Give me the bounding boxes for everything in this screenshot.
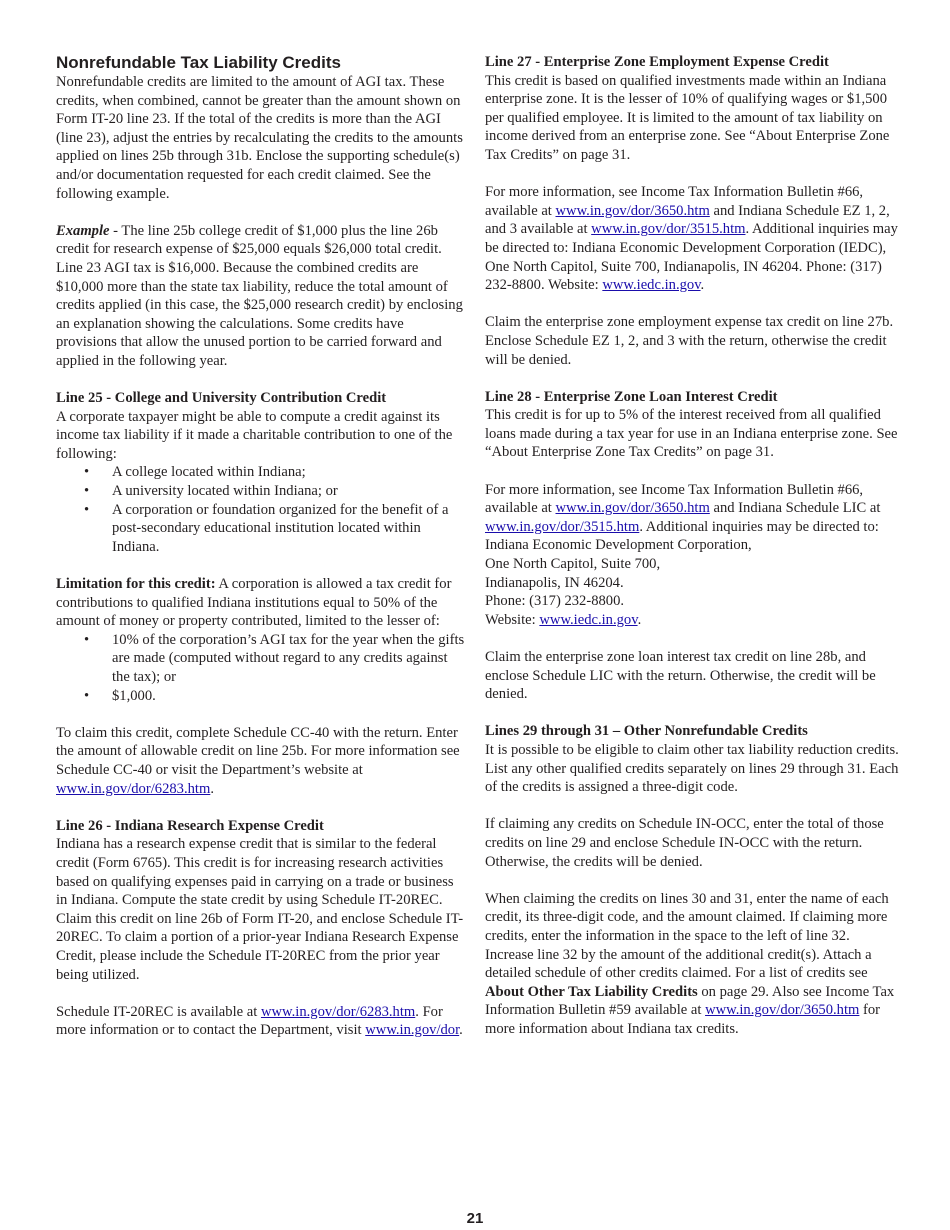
limitation-bullet-list [56, 631, 467, 705]
line25-bullet-list [56, 463, 467, 556]
bulletin-66-link[interactable]: www.in.gov/dor/3650.htm [555, 202, 710, 219]
line26-heading: Line 26 - Indiana Research Expense Credit [56, 817, 324, 834]
schedule-lic-link[interactable]: www.in.gov/dor/3515.htm [485, 518, 640, 535]
line28-text: This credit is for up to 5% of the interest received from all qualified loans made during a tax year for use in an Indiana enterprise zone. See “About Enterprise Zone Tax Credits” on page 31. [485, 407, 898, 461]
in-occ-paragraph: If claiming any credits on Schedule IN-OCC, enter the total of those credits on line 29 and enclose Schedule IN-OCC with the return. Otherwise, the credits will be denied. [485, 816, 884, 870]
left-column [56, 53, 467, 1040]
line25-heading: Line 25 - College and University Contribution Credit [56, 390, 387, 407]
page-number: 21 [466, 1210, 484, 1227]
line27-claim-paragraph: Claim the enterprise zone employment expense tax credit on line 27b. Enclose Schedule EZ 1, 2, and 3 with the return, otherwise the credit will be denied. [485, 314, 894, 368]
section-title: Nonrefundable Tax Liability Credits [56, 53, 341, 72]
intro-paragraph: Nonrefundable credits are limited to the amount of AGI tax. These credits, when combined, cannot be greater than the amount shown on Form IT-20 line 23. If the total of the credits is more than the AGI (line 23), adjust the entries by recalculating the credits to the amounts applied on lines 25b through 31b. Enclose the supporting schedule(s) and/or documentation requested for each credit claimed. See the following example. [56, 74, 463, 202]
bullet-icon: • [84, 631, 90, 648]
phone-line: Phone: (317) 232-8800. [485, 593, 625, 610]
list-item: • A corporation or foundation organized for the benefit of a post-secondary educational institution located within Indiana. [84, 501, 449, 555]
bulletin-59-link[interactable]: www.in.gov/dor/3650.htm [705, 1002, 860, 1019]
other-credits-reference: About Other Tax Liability Credits [485, 983, 698, 1000]
line29-claim-paragraph: When claiming the credits on lines 30 and 31, enter the name of each credit, its three-digit code, and the amount claimed. If claiming more credits, enter the information in the space to the left of line 32. Increase line 32 by the amount of the additional credit(s). Attach a detailed schedule of other credits claimed. For a list of credits see About Other Tax Liability Credits on page 29. Also see Income Tax Information Bulletin #59 available at www.in.gov/dor/3650.htm for more information about Indiana tax credits. [485, 890, 895, 1037]
list-item: • $1,000. [84, 687, 156, 704]
it20rec-link[interactable]: www.in.gov/dor/6283.htm [260, 1003, 416, 1020]
address-line: Indianapolis, IN 46204. [485, 574, 624, 591]
list-item: • A university located within Indiana; or [84, 483, 338, 500]
address-line: Indiana Economic Development Corporation, [485, 537, 752, 554]
example-label: Example [56, 222, 110, 239]
example-text: - The line 25b college credit of $1,000 plus the line 26b credit for research expense of $25,000 equals $26,000 total credit. Line 23 AGI tax is $16,000. Because the combined credits are $10,000 more than the state tax liability, reduce the total amount of credits applied (in this case, the $25,000 research credit) by enclosing an explanation showing the calculations. Some credits have provisions that allow the unused portion to be carried forward and applied in the following year. [56, 222, 463, 369]
bullet-icon: • [84, 464, 90, 481]
line29-heading: Lines 29 through 31 – Other Nonrefundable Credits [485, 723, 808, 740]
bulletin-66-link[interactable]: www.in.gov/dor/3650.htm [555, 500, 710, 517]
line28-info-paragraph: For more information, see Income Tax Information Bulletin #66, available at www.in.gov/dor/3650.htm and Indiana Schedule LIC at www.in.gov/dor/3515.htm. Additional inquiries may be directed to: [485, 481, 881, 535]
address-line: One North Capitol, Suite 700, [485, 556, 661, 573]
line25-text: A corporate taxpayer might be able to compute a credit against its income tax liability if it made a charitable contribution to one of the following: [56, 408, 453, 462]
bullet-icon: • [84, 501, 90, 518]
list-item: • A college located within Indiana; [84, 464, 306, 481]
schedule-ez-link[interactable]: www.in.gov/dor/3515.htm [591, 221, 746, 238]
line29-text: It is possible to be eligible to claim other tax liability reduction credits. List any other qualified credits separately on lines 29 through 31. Each of the credits is assigned a three-digit code. [485, 741, 899, 796]
right-column [485, 53, 900, 1038]
iedc-website-link[interactable]: www.iedc.in.gov [602, 277, 701, 294]
line27-heading: Line 27 - Enterprise Zone Employment Expense Credit [485, 54, 829, 70]
list-item: • 10% of the corporation’s AGI tax for the year when the gifts are made (computed without regard to any credits against the tax); or [84, 631, 465, 685]
dor-website-link[interactable]: www.in.gov/dor [365, 1022, 460, 1039]
example-paragraph [56, 222, 467, 371]
line26-availability-paragraph: Schedule IT-20REC is available at www.in.gov/dor/6283.htm. For more information or to contact the Department, visit www.in.gov/dor. [56, 1003, 463, 1039]
line28-claim-paragraph: Claim the enterprise zone loan interest tax credit on line 28b, and enclose Schedule LIC with the return. Otherwise, the credit will be denied. [485, 649, 876, 703]
bullet-icon: • [84, 687, 90, 704]
iedc-website-link[interactable]: www.iedc.in.gov [539, 611, 638, 628]
limitation-text: A corporation is allowed a tax credit for contributions to qualified Indiana institutions equal to 50% of the amount of money or property contributed, limited to the lesser of: [56, 576, 452, 630]
line26-text: Indiana has a research expense credit that is similar to the federal credit (Form 6765). This credit is for increasing research activities based on qualifying expenses paid in carrying on a trade or business in Indiana. Compute the state credit by using Schedule IT-20REC. Claim this credit on line 26b of Form IT-20, and enclose Schedule IT-20REC. To claim a portion of a prior-year Indiana Research Expense Credit, please include the Schedule IT-20REC from the prior year being utilized. [56, 836, 464, 983]
limitation-label: Limitation for this credit: [56, 576, 216, 593]
line27-info-paragraph: For more information, see Income Tax Information Bulletin #66, available at www.in.gov/dor/3650.htm and Indiana Schedule EZ 1, 2, and 3 available at www.in.gov/dor/3515.htm. Additional inquiries may be directed to: Indiana Economic Development Corporation (IEDC), One North Capitol, Suite 700, Indianapolis, IN 46204. Phone: (317) 232-8800. Website: www.iedc.in.gov. [485, 184, 898, 294]
limitation-paragraph [56, 575, 467, 631]
bullet-icon: • [84, 483, 90, 500]
website-line: Website: www.iedc.in.gov. [485, 611, 642, 628]
line25-claim-paragraph: To claim this credit, complete Schedule CC-40 with the return. Enter the amount of allowable credit on line 25b. For more information see Schedule CC-40 or visit the Department’s website at www.in.gov/dor/6283.htm. [56, 724, 460, 797]
line28-heading: Line 28 - Enterprise Zone Loan Interest Credit [485, 388, 778, 405]
line27-text: This credit is based on qualified investments made within an Indiana enterprise zone. It is the lesser of 10% of qualifying wages or $1,500 per qualified employee. It is limited to the amount of tax liability on income derived from an enterprise zone. See “About Enterprise Zone Tax Credits” on page 31. [485, 72, 890, 163]
schedule-cc40-link[interactable]: www.in.gov/dor/6283.htm [56, 780, 211, 797]
